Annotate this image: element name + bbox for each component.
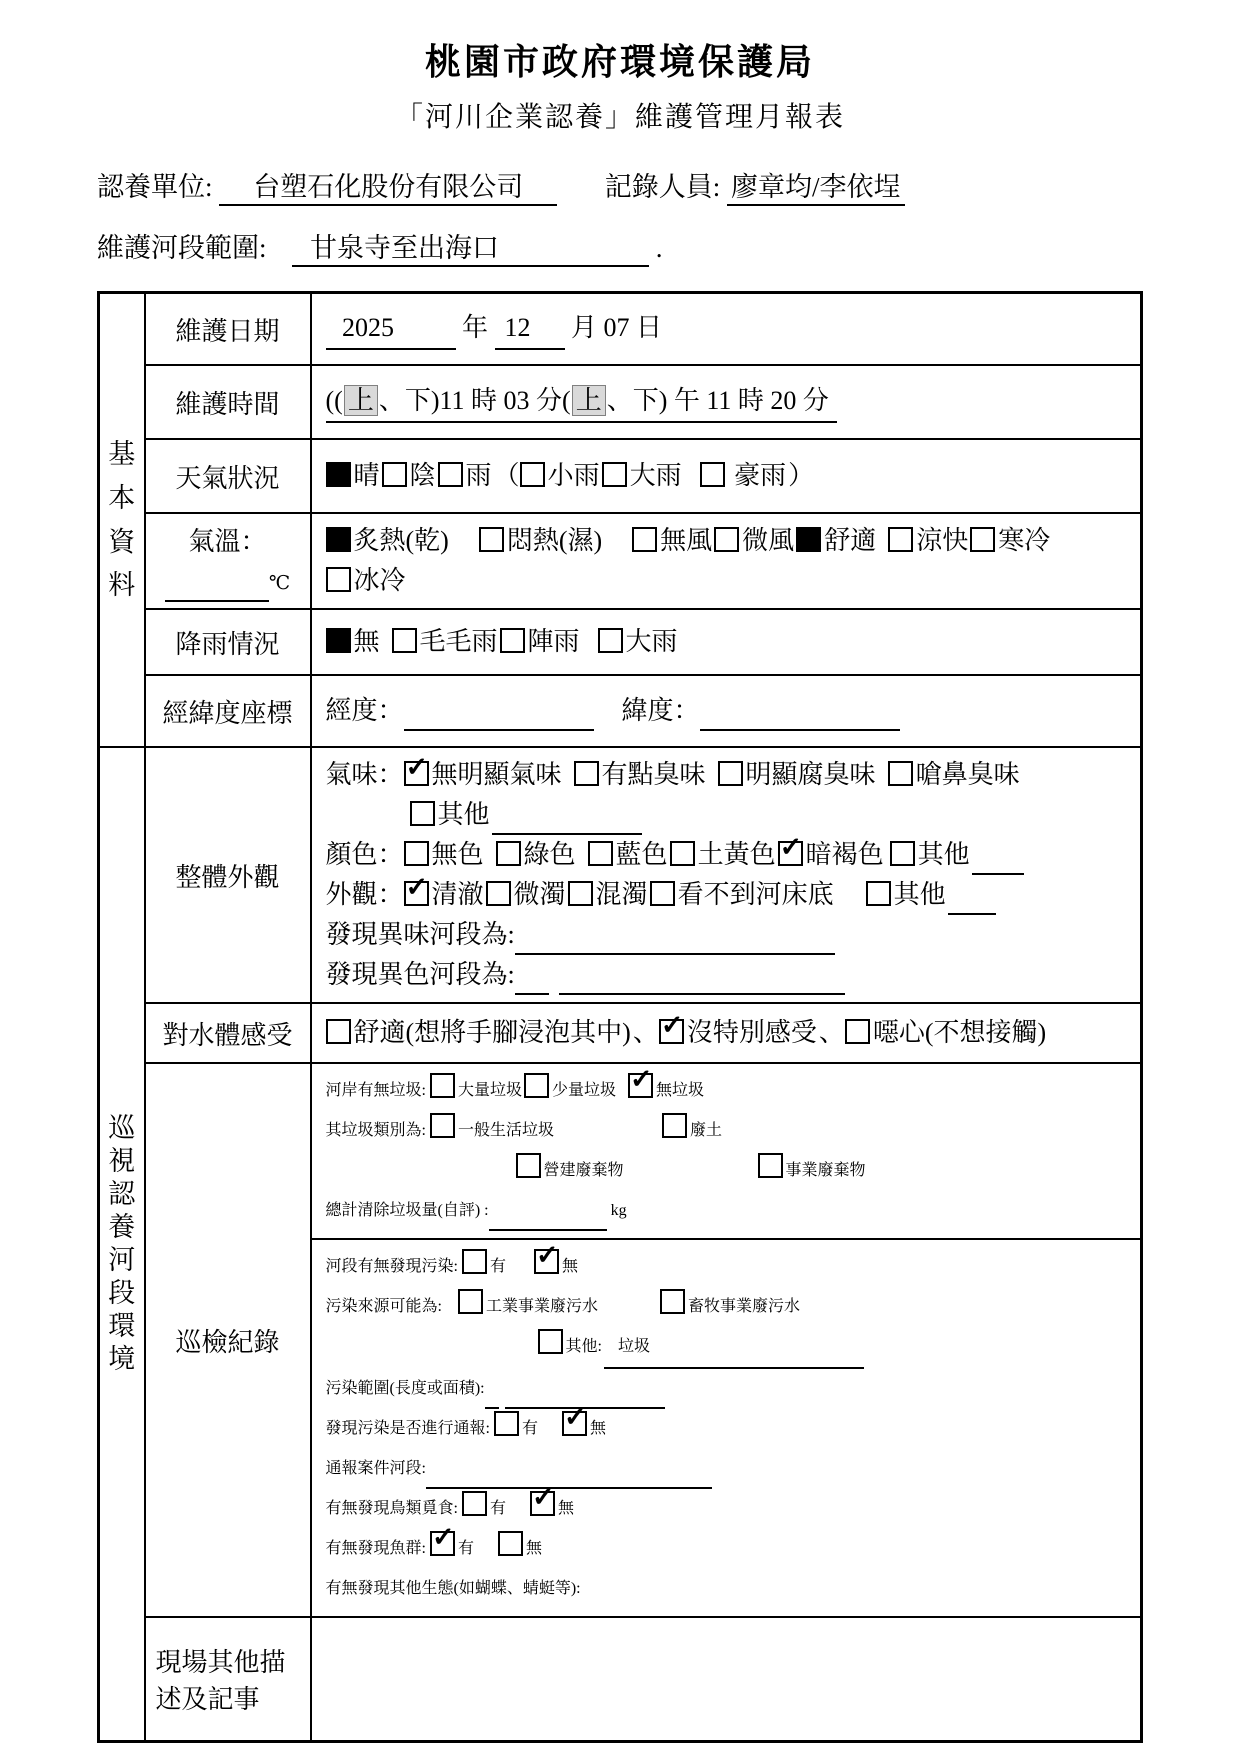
- text: 緯度：: [621, 696, 700, 725]
- checkbox-empty-icon[interactable]: [382, 462, 407, 487]
- checkbox-option[interactable]: [778, 840, 884, 869]
- checkbox-option[interactable]: [866, 880, 946, 909]
- checkbox-label: 其他: [893, 880, 946, 909]
- checkbox-option[interactable]: [970, 526, 1050, 555]
- checkbox-option[interactable]: [520, 461, 600, 490]
- checkbox-label: 雨: [465, 461, 492, 490]
- checkbox-label: 綠色: [523, 840, 576, 869]
- checkbox-label: 舒適(想將手腳浸泡其中): [353, 1018, 631, 1047]
- checkbox-label: 微濁: [513, 880, 566, 909]
- blank-underline-field[interactable]: [485, 1379, 499, 1409]
- checkbox-empty-icon[interactable]: [498, 1531, 523, 1556]
- checkbox-label: 無: [353, 627, 380, 656]
- checkbox-label: 無: [561, 1258, 578, 1275]
- checkbox-checked-icon[interactable]: [430, 1531, 455, 1556]
- blank-underline-field[interactable]: [492, 805, 642, 835]
- row-content-patrol-record: [311, 1063, 1142, 1617]
- checkbox-label: 有點臭味: [601, 760, 706, 789]
- checkbox-label: 微風: [742, 526, 795, 555]
- section-label-char: 境: [108, 1343, 136, 1374]
- text: 氣味：: [325, 760, 404, 789]
- row-content-feel: [311, 1003, 1142, 1063]
- checkbox-filled-icon[interactable]: [326, 628, 351, 653]
- checkbox-empty-icon[interactable]: [602, 462, 627, 487]
- checkbox-option[interactable]: [404, 840, 484, 869]
- text: ）: [788, 461, 815, 490]
- section-label-char: 巡: [108, 1113, 136, 1144]
- checkbox-filled-icon[interactable]: [796, 527, 821, 552]
- patrol-record-pollution-block: [312, 1240, 1141, 1616]
- checkbox-option[interactable]: [479, 526, 602, 555]
- recorder-label: 記錄人員:: [604, 172, 721, 202]
- section-label-char: 視: [108, 1146, 136, 1177]
- text: 其垃圾類別為:: [325, 1122, 430, 1139]
- checkbox-checked-icon[interactable]: [628, 1073, 653, 1098]
- form-line: [326, 755, 1133, 795]
- checkbox-empty-icon[interactable]: [538, 1329, 563, 1354]
- checkbox-empty-icon[interactable]: [660, 1289, 685, 1314]
- table-row: [99, 1063, 1142, 1617]
- form-line: [326, 1369, 1133, 1409]
- checkbox-label: 其他: [437, 800, 490, 829]
- checkbox-label: 大雨: [629, 461, 682, 490]
- form-line: [326, 1569, 1133, 1609]
- form-line: [326, 1191, 1133, 1231]
- checkbox-empty-icon[interactable]: [404, 841, 429, 866]
- checkbox-label: 明顯腐臭味: [745, 760, 876, 789]
- blank-underline-field[interactable]: [426, 1459, 712, 1489]
- form-line: [326, 521, 1133, 561]
- form-line: [326, 381, 1133, 423]
- range-value-field[interactable]: 甘泉寺至出海口: [292, 231, 649, 267]
- text: kg: [606, 1202, 627, 1219]
- checkbox-empty-icon[interactable]: [700, 462, 725, 487]
- checkbox-label: 無: [525, 1540, 542, 1557]
- form-line: [326, 1409, 1133, 1449]
- row-content-time: [311, 365, 1142, 439]
- row-label-notes: 現場其他描述及記事: [145, 1617, 311, 1742]
- section-label-char: 基: [108, 438, 136, 469]
- checkbox-empty-icon[interactable]: [888, 761, 913, 786]
- checkbox-option[interactable]: [598, 627, 678, 656]
- blank-underline-field[interactable]: [700, 701, 900, 731]
- table-row: [99, 675, 1142, 747]
- checkbox-option[interactable]: [438, 461, 492, 490]
- form-line: [326, 456, 1133, 496]
- table-row: [99, 439, 1142, 513]
- checkbox-option[interactable]: [574, 760, 706, 789]
- text: （: [493, 461, 520, 490]
- checkbox-option[interactable]: [530, 1500, 574, 1517]
- form-line: [326, 795, 1133, 835]
- row-label-weather: 天氣狀況: [145, 439, 311, 513]
- row-label-patrol-record: 巡檢紀錄: [145, 1063, 311, 1617]
- checkbox-label: 陰: [409, 461, 436, 490]
- table-row: [99, 1617, 1142, 1742]
- checkbox-option[interactable]: [660, 1298, 800, 1315]
- checkbox-empty-icon[interactable]: [718, 761, 743, 786]
- checkbox-label: 沒特別感受: [686, 1018, 817, 1047]
- checkbox-label: 其他: [917, 840, 970, 869]
- checkbox-label: 豪雨: [727, 461, 787, 490]
- checkbox-label: 工業事業廢污水: [485, 1298, 598, 1315]
- checkbox-option[interactable]: [524, 1082, 616, 1099]
- checkbox-empty-icon[interactable]: [714, 527, 739, 552]
- checkbox-option[interactable]: [392, 627, 498, 656]
- checkbox-empty-icon[interactable]: [970, 527, 995, 552]
- checkbox-label: 冰冷: [353, 566, 406, 595]
- form-line: [326, 1151, 1133, 1191]
- checkbox-option[interactable]: [458, 1298, 598, 1315]
- checkbox-label: 其他:: [565, 1338, 602, 1355]
- form-line: [326, 622, 1133, 662]
- checkbox-empty-icon[interactable]: [524, 1073, 549, 1098]
- section-label-char: 段: [108, 1277, 136, 1308]
- patrol-record-garbage-block: [312, 1064, 1141, 1240]
- section-label-char: 資: [108, 526, 136, 557]
- checkbox-empty-icon[interactable]: [438, 462, 463, 487]
- checkbox-empty-icon[interactable]: [650, 881, 675, 906]
- text: 河岸有無垃圾:: [325, 1082, 430, 1099]
- temp-blank-line: [150, 572, 306, 602]
- row-label-rain: 降雨情況: [145, 609, 311, 675]
- checkbox-label: 涼快: [916, 526, 969, 555]
- checkbox-label: 陣雨: [527, 627, 580, 656]
- info-row-range: [97, 226, 1143, 267]
- checkbox-option[interactable]: [888, 526, 968, 555]
- checkbox-option[interactable]: [496, 840, 576, 869]
- checkbox-label: 事業廢棄物: [785, 1162, 866, 1179]
- checkbox-label: 看不到河床底: [677, 880, 834, 909]
- row-content-notes[interactable]: [311, 1617, 1142, 1742]
- form-line: [326, 1449, 1133, 1489]
- checkbox-option[interactable]: [538, 1338, 602, 1355]
- form-line: [326, 955, 1133, 995]
- checkbox-option[interactable]: [659, 1018, 817, 1047]
- checkbox-label: 有: [489, 1258, 506, 1275]
- checkbox-option[interactable]: [430, 1540, 474, 1557]
- form-line: [326, 1111, 1133, 1151]
- page-subtitle: 「河川企業認養」維護管理月報表: [394, 102, 845, 133]
- form-field-highlight[interactable]: 上: [344, 385, 378, 416]
- checkbox-option[interactable]: [602, 461, 682, 490]
- text: 通報案件河段:: [325, 1460, 426, 1477]
- unit-value-field[interactable]: 台塑石化股份有限公司: [219, 170, 557, 206]
- row-content-date: [311, 293, 1142, 366]
- checkbox-option[interactable]: [568, 880, 648, 909]
- text: 、: [632, 1018, 659, 1047]
- form-line: [326, 1529, 1133, 1569]
- checkbox-empty-icon[interactable]: [410, 801, 435, 826]
- checkbox-label: 炙熱(乾): [353, 526, 449, 555]
- info-row-unit: [97, 165, 1143, 206]
- table-row: [99, 747, 1142, 1003]
- form-line: [326, 561, 1133, 601]
- table-row: [99, 1003, 1142, 1063]
- checkbox-label: 有: [521, 1420, 538, 1437]
- checkbox-empty-icon[interactable]: [430, 1113, 455, 1138]
- range-suffix: .: [655, 233, 663, 263]
- text: 河段有無發現污染:: [325, 1258, 462, 1275]
- checkbox-label: 悶熱(濕): [506, 526, 603, 555]
- checkbox-empty-icon[interactable]: [662, 1113, 687, 1138]
- underlined-entry: [326, 381, 837, 423]
- checkbox-option[interactable]: [326, 526, 449, 555]
- checkbox-label: 小雨: [547, 461, 600, 490]
- checkbox-label: 噁心(不想接觸): [872, 1018, 1047, 1047]
- checkbox-empty-icon[interactable]: [462, 1491, 487, 1516]
- row-content-rain: [311, 609, 1142, 675]
- checkbox-empty-icon[interactable]: [574, 761, 599, 786]
- text: 有無發現其他生態(如蝴蝶、蜻蜓等):: [325, 1580, 581, 1597]
- recorder-value-field[interactable]: 廖章均/李依埕: [727, 170, 905, 206]
- checkbox-empty-icon[interactable]: [632, 527, 657, 552]
- checkbox-empty-icon[interactable]: [845, 1019, 870, 1044]
- row-content-appearance: [311, 747, 1142, 1003]
- form-line: [326, 308, 1133, 350]
- text: 、: [818, 1018, 845, 1047]
- checkbox-option[interactable]: [670, 840, 776, 869]
- row-label-feel: 對水體感受: [145, 1003, 311, 1063]
- checkbox-option[interactable]: [845, 1018, 1046, 1047]
- section-label-char: 環: [108, 1310, 136, 1341]
- blank-underline-field[interactable]: [694, 1339, 864, 1369]
- checkbox-checked-icon[interactable]: [404, 761, 429, 786]
- section-label-char: 本: [108, 482, 136, 513]
- checkbox-option[interactable]: [516, 1162, 624, 1179]
- checkbox-label: 畜牧事業廢污水: [687, 1298, 800, 1315]
- checkbox-empty-icon[interactable]: [326, 567, 351, 592]
- checkbox-option[interactable]: [562, 1420, 606, 1437]
- form-line: [326, 1071, 1133, 1111]
- form-line: [326, 835, 1133, 875]
- checkbox-label: 舒適: [824, 526, 877, 555]
- row-label-temp: [145, 513, 311, 609]
- checkbox-checked-icon[interactable]: [562, 1411, 587, 1436]
- checkbox-option[interactable]: [628, 1082, 704, 1099]
- blank-underline-field[interactable]: [559, 965, 845, 995]
- row-label-appearance: 整體外觀: [145, 747, 311, 1003]
- text: 污染來源可能為:: [325, 1298, 446, 1315]
- blank-underline-field[interactable]: [489, 1201, 607, 1231]
- row-content-temp: [311, 513, 1142, 609]
- checkbox-option[interactable]: [462, 1258, 506, 1275]
- checkbox-empty-icon[interactable]: [462, 1249, 487, 1274]
- blank-underline-field[interactable]: [515, 965, 549, 995]
- row-label-date: 維護日期: [145, 293, 311, 366]
- row-content-weather: [311, 439, 1142, 513]
- text: 顏色：: [325, 840, 404, 869]
- checkbox-option[interactable]: [430, 1082, 522, 1099]
- text: 年: [455, 313, 495, 342]
- checkbox-empty-icon[interactable]: [890, 841, 915, 866]
- section-label-char: 料: [108, 570, 136, 601]
- checkbox-label: 廢土: [689, 1122, 722, 1139]
- checkbox-option[interactable]: [588, 840, 668, 869]
- table-row: [99, 293, 1142, 366]
- form-line: [326, 1287, 1133, 1327]
- checkbox-label: 土黃色: [697, 840, 776, 869]
- checkbox-label: 大雨: [625, 627, 678, 656]
- checkbox-label: 無色: [431, 840, 484, 869]
- checkbox-option[interactable]: [714, 526, 794, 555]
- checkbox-label: 有: [489, 1500, 506, 1517]
- checkbox-option[interactable]: [382, 461, 436, 490]
- checkbox-option[interactable]: [404, 880, 484, 909]
- form-line: [326, 1327, 1133, 1369]
- text: 有無發現魚群:: [325, 1540, 430, 1557]
- checkbox-option[interactable]: [534, 1258, 578, 1275]
- checkbox-option[interactable]: [486, 880, 566, 909]
- checkbox-label: 晴: [353, 461, 380, 490]
- filled-underline-field[interactable]: 2025: [326, 308, 456, 350]
- blank-underline-field[interactable]: [972, 845, 1024, 875]
- checkbox-empty-icon[interactable]: [326, 1019, 351, 1044]
- checkbox-filled-icon[interactable]: [326, 462, 351, 487]
- checkbox-empty-icon[interactable]: [758, 1153, 783, 1178]
- text: 經度：: [325, 696, 404, 725]
- row-label-coord: 經緯度座標: [145, 675, 311, 747]
- table-row: [99, 513, 1142, 609]
- checkbox-option[interactable]: [410, 800, 490, 829]
- text: 外觀：: [325, 880, 404, 909]
- checkbox-label: 無: [557, 1500, 574, 1517]
- text: 總計清除垃圾量(自評) :: [325, 1202, 489, 1219]
- range-label: 維護河段範圍:: [97, 233, 267, 263]
- form-line: [326, 1013, 1133, 1053]
- checkbox-option[interactable]: [758, 1162, 866, 1179]
- checkbox-label: 毛毛雨: [419, 627, 498, 656]
- checkbox-option[interactable]: [890, 840, 970, 869]
- checkbox-checked-icon[interactable]: [778, 841, 803, 866]
- celsius-unit: ℃: [268, 572, 291, 594]
- checkbox-option[interactable]: [796, 526, 876, 555]
- text: 污染範圍(長度或面積):: [325, 1380, 485, 1397]
- checkbox-checked-icon[interactable]: [404, 881, 429, 906]
- row-label-time: 維護時間: [145, 365, 311, 439]
- checkbox-option[interactable]: [326, 461, 380, 490]
- text: ((: [325, 386, 343, 415]
- checkbox-empty-icon[interactable]: [516, 1153, 541, 1178]
- checkbox-empty-icon[interactable]: [866, 881, 891, 906]
- text: 月 07 日: [564, 313, 663, 342]
- checkbox-option[interactable]: [888, 760, 1020, 789]
- checkbox-label: 大量垃圾: [457, 1082, 522, 1099]
- checkbox-label: 無風: [660, 526, 713, 555]
- unit-label: 認養單位:: [97, 172, 213, 202]
- checkbox-empty-icon[interactable]: [500, 628, 525, 653]
- text: 有無發現鳥類覓食:: [325, 1500, 462, 1517]
- blank-underline-field[interactable]: [515, 925, 835, 955]
- table-row: [99, 365, 1142, 439]
- checkbox-label: 少量垃圾: [551, 1082, 616, 1099]
- checkbox-option[interactable]: [404, 760, 562, 789]
- checkbox-empty-icon[interactable]: [568, 881, 593, 906]
- section-label-char: 養: [108, 1212, 136, 1243]
- text: 、下) 午 11 時 20 分: [606, 386, 829, 415]
- checkbox-empty-icon[interactable]: [494, 1411, 519, 1436]
- checkbox-label: 無垃圾: [655, 1082, 704, 1099]
- table-row: [99, 609, 1142, 675]
- page-title: 桃園市政府環境保護局: [424, 42, 815, 82]
- filled-underline-field[interactable]: 12: [495, 308, 565, 350]
- text: 發現異味河段為:: [325, 920, 515, 949]
- checkbox-option[interactable]: [430, 1122, 554, 1139]
- text: 、下)11 時 03 分(: [378, 386, 571, 415]
- form-line: [326, 1247, 1133, 1287]
- blank-underline-field[interactable]: [948, 885, 996, 915]
- checkbox-option[interactable]: [700, 461, 787, 490]
- checkbox-option[interactable]: [494, 1420, 538, 1437]
- checkbox-option[interactable]: [632, 526, 712, 555]
- checkbox-label: 混濁: [595, 880, 648, 909]
- checkbox-option[interactable]: [500, 627, 580, 656]
- checkbox-empty-icon[interactable]: [430, 1073, 455, 1098]
- checkbox-empty-icon[interactable]: [670, 841, 695, 866]
- form-line: [326, 691, 1133, 731]
- checkbox-option[interactable]: [498, 1540, 542, 1557]
- checkbox-option[interactable]: [462, 1500, 506, 1517]
- checkbox-empty-icon[interactable]: [392, 628, 417, 653]
- section-label-patrol: [99, 747, 145, 1742]
- checkbox-option[interactable]: [326, 1018, 631, 1047]
- checkbox-empty-icon[interactable]: [458, 1289, 483, 1314]
- checkbox-empty-icon[interactable]: [598, 628, 623, 653]
- temp-value-field[interactable]: [165, 572, 269, 602]
- checkbox-empty-icon[interactable]: [486, 881, 511, 906]
- section-label-char: 河: [108, 1245, 136, 1275]
- checkbox-label: 寒冷: [998, 526, 1051, 555]
- checkbox-label: 無: [589, 1420, 606, 1437]
- report-table: [97, 291, 1143, 1743]
- checkbox-checked-icon[interactable]: [659, 1019, 684, 1044]
- checkbox-option[interactable]: [718, 760, 876, 789]
- form-line: [326, 915, 1133, 955]
- text: 發現污染是否進行通報:: [325, 1420, 494, 1437]
- filled-underline-field[interactable]: 垃圾: [604, 1327, 694, 1369]
- form-line: [326, 875, 1133, 915]
- checkbox-option[interactable]: [662, 1122, 722, 1139]
- section-label-basic: [99, 293, 145, 748]
- section-label-char: 認: [108, 1179, 136, 1210]
- checkbox-option[interactable]: [326, 627, 380, 656]
- checkbox-option[interactable]: [650, 880, 834, 909]
- checkbox-checked-icon[interactable]: [530, 1491, 555, 1516]
- checkbox-label: 一般生活垃圾: [457, 1122, 554, 1139]
- checkbox-empty-icon[interactable]: [888, 527, 913, 552]
- checkbox-checked-icon[interactable]: [534, 1249, 559, 1274]
- checkbox-empty-icon[interactable]: [520, 462, 545, 487]
- text: 發現異色河段為:: [325, 960, 515, 989]
- checkbox-filled-icon[interactable]: [326, 527, 351, 552]
- checkbox-empty-icon[interactable]: [479, 527, 504, 552]
- row-content-coord: [311, 675, 1142, 747]
- checkbox-option[interactable]: [326, 566, 406, 595]
- temp-label: 氣溫：: [188, 526, 267, 556]
- checkbox-label: 營建廢棄物: [543, 1162, 624, 1179]
- checkbox-label: 清澈: [431, 880, 484, 909]
- checkbox-label: 嗆鼻臭味: [915, 760, 1020, 789]
- checkbox-label: 暗褐色: [805, 840, 884, 869]
- blank-underline-field[interactable]: [404, 701, 594, 731]
- checkbox-empty-icon[interactable]: [588, 841, 613, 866]
- checkbox-empty-icon[interactable]: [496, 841, 521, 866]
- form-field-highlight[interactable]: 上: [572, 385, 606, 416]
- checkbox-label: 藍色: [615, 840, 668, 869]
- checkbox-label: 有: [457, 1540, 474, 1557]
- checkbox-label: 無明顯氣味: [431, 760, 562, 789]
